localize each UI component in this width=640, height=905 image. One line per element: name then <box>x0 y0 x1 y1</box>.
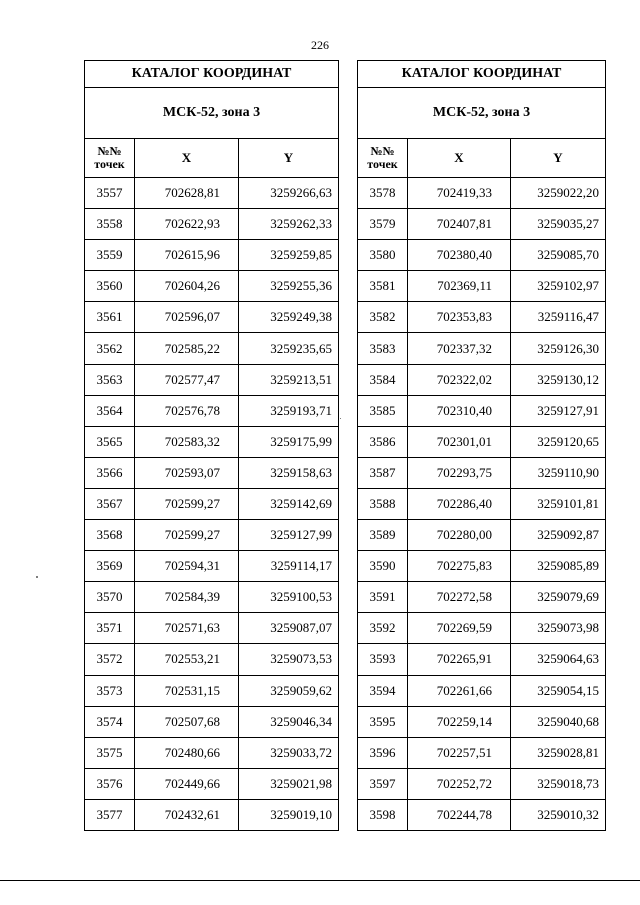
point-number-cell: 3581 <box>358 271 408 302</box>
y-coordinate-cell: 3259079,69 <box>511 582 606 613</box>
point-number-cell: 3588 <box>358 488 408 519</box>
coordinate-system: МСК-52, зона 3 <box>358 88 606 139</box>
table-row <box>85 737 339 768</box>
y-coordinate-cell: 3259019,10 <box>239 799 339 830</box>
point-number-cell: 3586 <box>358 426 408 457</box>
point-number-cell: 3568 <box>85 520 135 551</box>
x-coordinate-cell: 702594,31 <box>135 551 239 582</box>
x-coordinate-cell: 702286,40 <box>408 488 511 519</box>
x-coordinate-cell: 702449,66 <box>135 768 239 799</box>
column-header-y: Y <box>239 139 339 178</box>
point-number-cell: 3593 <box>358 644 408 675</box>
y-coordinate-cell: 3259035,27 <box>511 209 606 240</box>
table-row <box>85 457 339 488</box>
table-row <box>358 613 606 644</box>
y-coordinate-cell: 3259021,98 <box>239 768 339 799</box>
table-row <box>85 582 339 613</box>
table-row <box>358 644 606 675</box>
x-coordinate-cell: 702571,63 <box>135 613 239 644</box>
table-row <box>358 582 606 613</box>
point-number-cell: 3590 <box>358 551 408 582</box>
y-coordinate-cell: 3259028,81 <box>511 737 606 768</box>
x-coordinate-cell: 702615,96 <box>135 240 239 271</box>
column-header-x: X <box>135 139 239 178</box>
table-row <box>85 333 339 364</box>
point-number-cell: 3567 <box>85 488 135 519</box>
table-row <box>358 520 606 551</box>
catalog-title: КАТАЛОГ КООРДИНАТ <box>358 61 606 88</box>
x-coordinate-cell: 702553,21 <box>135 644 239 675</box>
point-number-cell: 3576 <box>85 768 135 799</box>
y-coordinate-cell: 3259235,65 <box>239 333 339 364</box>
x-coordinate-cell: 702269,59 <box>408 613 511 644</box>
y-coordinate-cell: 3259092,87 <box>511 520 606 551</box>
point-number-cell: 3582 <box>358 302 408 333</box>
x-coordinate-cell: 702622,93 <box>135 209 239 240</box>
point-number-cell: 3589 <box>358 520 408 551</box>
y-coordinate-cell: 3259085,70 <box>511 240 606 271</box>
table-row <box>85 302 339 333</box>
point-number-cell: 3595 <box>358 706 408 737</box>
y-coordinate-cell: 3259127,91 <box>511 395 606 426</box>
table-row <box>358 395 606 426</box>
x-coordinate-cell: 702531,15 <box>135 675 239 706</box>
point-number-cell: 3592 <box>358 613 408 644</box>
coordinate-catalog-right <box>357 60 606 831</box>
x-coordinate-cell: 702585,22 <box>135 333 239 364</box>
x-coordinate-cell: 702310,40 <box>408 395 511 426</box>
x-coordinate-cell: 702584,39 <box>135 582 239 613</box>
y-coordinate-cell: 3259018,73 <box>511 768 606 799</box>
x-coordinate-cell: 702576,78 <box>135 395 239 426</box>
page-number: 226 <box>311 38 329 52</box>
scan-speck <box>340 418 341 419</box>
point-number-cell: 3563 <box>85 364 135 395</box>
y-coordinate-cell: 3259033,72 <box>239 737 339 768</box>
y-coordinate-cell: 3259059,62 <box>239 675 339 706</box>
y-coordinate-cell: 3259262,33 <box>239 209 339 240</box>
y-coordinate-cell: 3259110,90 <box>511 457 606 488</box>
table-row <box>85 520 339 551</box>
x-coordinate-cell: 702353,83 <box>408 302 511 333</box>
table-row <box>358 240 606 271</box>
table-row <box>85 178 339 209</box>
x-coordinate-cell: 702596,07 <box>135 302 239 333</box>
y-coordinate-cell: 3259022,20 <box>511 178 606 209</box>
point-number-cell: 3583 <box>358 333 408 364</box>
y-coordinate-cell: 3259259,85 <box>239 240 339 271</box>
y-coordinate-cell: 3259116,47 <box>511 302 606 333</box>
table-row <box>85 271 339 302</box>
table-row <box>358 364 606 395</box>
point-number-cell: 3570 <box>85 582 135 613</box>
y-coordinate-cell: 3259073,98 <box>511 613 606 644</box>
table-row <box>358 675 606 706</box>
scan-speck <box>36 576 38 578</box>
point-number-cell: 3559 <box>85 240 135 271</box>
point-number-cell: 3574 <box>85 706 135 737</box>
point-number-cell: 3573 <box>85 675 135 706</box>
x-coordinate-cell: 702480,66 <box>135 737 239 768</box>
point-number-cell: 3571 <box>85 613 135 644</box>
point-number-cell: 3565 <box>85 426 135 457</box>
x-coordinate-cell: 702419,33 <box>408 178 511 209</box>
y-coordinate-cell: 3259158,63 <box>239 457 339 488</box>
y-coordinate-cell: 3259120,65 <box>511 426 606 457</box>
point-number-cell: 3562 <box>85 333 135 364</box>
point-number-cell: 3596 <box>358 737 408 768</box>
point-number-cell: 3591 <box>358 582 408 613</box>
point-number-cell: 3584 <box>358 364 408 395</box>
y-coordinate-cell: 3259085,89 <box>511 551 606 582</box>
y-coordinate-cell: 3259126,30 <box>511 333 606 364</box>
point-number-cell: 3578 <box>358 178 408 209</box>
y-coordinate-cell: 3259175,99 <box>239 426 339 457</box>
table-row <box>85 551 339 582</box>
x-coordinate-cell: 702593,07 <box>135 457 239 488</box>
y-coordinate-cell: 3259142,69 <box>239 488 339 519</box>
y-coordinate-cell: 3259193,71 <box>239 395 339 426</box>
table-row <box>358 799 606 830</box>
column-header-x: X <box>408 139 511 178</box>
table-row <box>358 302 606 333</box>
x-coordinate-cell: 702599,27 <box>135 520 239 551</box>
table-row <box>85 706 339 737</box>
point-number-cell: 3566 <box>85 457 135 488</box>
catalog-title: КАТАЛОГ КООРДИНАТ <box>85 61 339 88</box>
x-coordinate-cell: 702259,14 <box>408 706 511 737</box>
y-coordinate-cell: 3259087,07 <box>239 613 339 644</box>
table-row <box>358 178 606 209</box>
point-number-cell: 3580 <box>358 240 408 271</box>
table-row <box>358 426 606 457</box>
table-row <box>85 364 339 395</box>
y-coordinate-cell: 3259114,17 <box>239 551 339 582</box>
y-coordinate-cell: 3259054,15 <box>511 675 606 706</box>
table-row <box>85 209 339 240</box>
table-row <box>85 644 339 675</box>
coordinate-system: МСК-52, зона 3 <box>85 88 339 139</box>
x-coordinate-cell: 702583,32 <box>135 426 239 457</box>
x-coordinate-cell: 702272,58 <box>408 582 511 613</box>
y-coordinate-cell: 3259046,34 <box>239 706 339 737</box>
point-number-cell: 3564 <box>85 395 135 426</box>
table-row <box>358 457 606 488</box>
table-row <box>358 333 606 364</box>
x-coordinate-cell: 702337,32 <box>408 333 511 364</box>
table-row <box>85 240 339 271</box>
point-number-cell: 3560 <box>85 271 135 302</box>
x-coordinate-cell: 702275,83 <box>408 551 511 582</box>
point-number-cell: 3579 <box>358 209 408 240</box>
point-number-cell: 3598 <box>358 799 408 830</box>
point-number-cell: 3594 <box>358 675 408 706</box>
y-coordinate-cell: 3259010,32 <box>511 799 606 830</box>
x-coordinate-cell: 702604,26 <box>135 271 239 302</box>
table-row <box>85 426 339 457</box>
point-number-cell: 3575 <box>85 737 135 768</box>
y-coordinate-cell: 3259213,51 <box>239 364 339 395</box>
y-coordinate-cell: 3259064,63 <box>511 644 606 675</box>
column-header-point-number: №№ точек <box>85 139 135 178</box>
y-coordinate-cell: 3259101,81 <box>511 488 606 519</box>
x-coordinate-cell: 702261,66 <box>408 675 511 706</box>
table-row <box>358 768 606 799</box>
table-row <box>358 551 606 582</box>
y-coordinate-cell: 3259255,36 <box>239 271 339 302</box>
footer-rule <box>0 880 640 881</box>
y-coordinate-cell: 3259249,38 <box>239 302 339 333</box>
table-row <box>358 271 606 302</box>
point-number-cell: 3587 <box>358 457 408 488</box>
x-coordinate-cell: 702280,00 <box>408 520 511 551</box>
table-row <box>85 799 339 830</box>
y-coordinate-cell: 3259130,12 <box>511 364 606 395</box>
coordinate-catalog-left <box>84 60 339 831</box>
x-coordinate-cell: 702577,47 <box>135 364 239 395</box>
point-number-cell: 3572 <box>85 644 135 675</box>
y-coordinate-cell: 3259102,97 <box>511 271 606 302</box>
table-row <box>85 768 339 799</box>
x-coordinate-cell: 702322,02 <box>408 364 511 395</box>
table-row <box>358 737 606 768</box>
point-number-cell: 3597 <box>358 768 408 799</box>
x-coordinate-cell: 702369,11 <box>408 271 511 302</box>
point-number-cell: 3561 <box>85 302 135 333</box>
y-coordinate-cell: 3259127,99 <box>239 520 339 551</box>
table-row <box>358 209 606 240</box>
y-coordinate-cell: 3259266,63 <box>239 178 339 209</box>
x-coordinate-cell: 702628,81 <box>135 178 239 209</box>
point-number-cell: 3558 <box>85 209 135 240</box>
x-coordinate-cell: 702257,51 <box>408 737 511 768</box>
point-number-cell: 3577 <box>85 799 135 830</box>
table-row <box>85 488 339 519</box>
y-coordinate-cell: 3259040,68 <box>511 706 606 737</box>
x-coordinate-cell: 702380,40 <box>408 240 511 271</box>
table-row <box>358 488 606 519</box>
y-coordinate-cell: 3259100,53 <box>239 582 339 613</box>
x-coordinate-cell: 702252,72 <box>408 768 511 799</box>
y-coordinate-cell: 3259073,53 <box>239 644 339 675</box>
point-number-cell: 3585 <box>358 395 408 426</box>
point-number-cell: 3557 <box>85 178 135 209</box>
column-header-y: Y <box>511 139 606 178</box>
table-row <box>85 395 339 426</box>
x-coordinate-cell: 702507,68 <box>135 706 239 737</box>
column-header-point-number: №№ точек <box>358 139 408 178</box>
table-row <box>358 706 606 737</box>
x-coordinate-cell: 702244,78 <box>408 799 511 830</box>
table-row <box>85 613 339 644</box>
x-coordinate-cell: 702301,01 <box>408 426 511 457</box>
table-row <box>85 675 339 706</box>
x-coordinate-cell: 702407,81 <box>408 209 511 240</box>
point-number-cell: 3569 <box>85 551 135 582</box>
x-coordinate-cell: 702293,75 <box>408 457 511 488</box>
x-coordinate-cell: 702599,27 <box>135 488 239 519</box>
x-coordinate-cell: 702432,61 <box>135 799 239 830</box>
x-coordinate-cell: 702265,91 <box>408 644 511 675</box>
